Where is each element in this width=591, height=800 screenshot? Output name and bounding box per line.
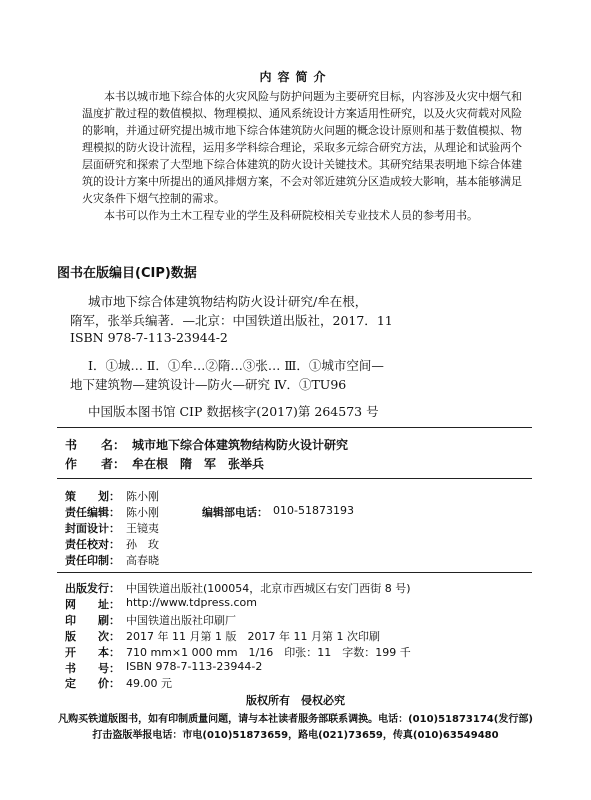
- phone-label: 编辑部电话：: [202, 506, 268, 519]
- proofreader-value: 孙 玫: [126, 538, 159, 551]
- print-supervisor-label: 责任印制：: [65, 554, 120, 567]
- piracy-report-contact: 打击盗版举报电话：市电(010)51873659，路电(021)73659，传真(010)63549480: [92, 730, 499, 741]
- summary-body: [82, 88, 522, 224]
- divider: [57, 478, 532, 479]
- planner-value: 陈小刚: [126, 490, 159, 503]
- planner-label: 策 划：: [65, 490, 120, 503]
- print-supervisor-value: 高春晓: [126, 554, 159, 567]
- cover-designer-label: 封面设计：: [65, 522, 120, 535]
- cip-line: 城市地下综合体建筑物结构防火设计研究/牟在根，: [88, 294, 368, 309]
- edition-value: 2017 年 11 月第 1 版 2017 年 11 月第 1 次印刷: [126, 630, 380, 643]
- service-contact: 凡购买铁道版图书，如有印制质量问题，请与本社读者服务部联系调换。电话：(010)51873174(发行部): [58, 714, 533, 725]
- printer-value: 中国铁道出版社印刷厂: [126, 614, 236, 627]
- cip-line: 地下建筑物—建筑设计—防火—研究 Ⅳ．①TU96: [70, 377, 347, 392]
- printer-label: 印 刷：: [65, 614, 120, 627]
- website-value: http://www.tdpress.com: [126, 596, 257, 609]
- book-title-value: 城市地下综合体建筑物结构防火设计研究: [132, 438, 349, 452]
- summary-paragraph: 本书可以作为土木工程专业的学生及科研院校相关专业技术人员的参考用书。: [104, 209, 478, 222]
- website-label: 网 址：: [65, 598, 120, 611]
- isbn-label: 书 号：: [65, 662, 120, 675]
- publisher-value: 中国铁道出版社(100054，北京市西城区右安门西街 8 号): [126, 582, 411, 595]
- cip-heading: 图书在版编目(CIP)数据: [57, 266, 197, 281]
- phone-value: 010-51873193: [273, 504, 354, 517]
- summary-title: 内容简介: [259, 70, 332, 84]
- book-title-label: 书 名：: [65, 438, 126, 452]
- proofreader-label: 责任校对：: [65, 538, 120, 551]
- divider: [57, 572, 532, 573]
- editor-value: 陈小刚: [126, 506, 159, 519]
- publisher-label: 出版发行：: [65, 582, 120, 595]
- editor-label: 责任编辑：: [65, 506, 120, 519]
- book-author-value: 牟在根 隋 军 张举兵: [132, 457, 265, 471]
- copyright-notice: 版权所有 侵权必究: [246, 694, 345, 707]
- cip-line: 中国版本图书馆 CIP 数据核字(2017)第 264573 号: [88, 404, 379, 419]
- cip-line: ISBN 978-7-113-23944-2: [70, 330, 228, 345]
- format-value: 710 mm×1 000 mm 1/16 印张：11 字数：199 千: [126, 646, 411, 659]
- price-value: 49.00 元: [126, 677, 172, 690]
- cip-line: 隋军，张举兵编著．—北京：中国铁道出版社，2017．11: [70, 313, 393, 328]
- book-author-label: 作 者：: [65, 457, 126, 471]
- cip-line: Ⅰ．①城… Ⅱ．①牟…②隋…③张… Ⅲ．①城市空间—: [88, 358, 384, 373]
- edition-label: 版 次：: [65, 630, 120, 643]
- format-label: 开 本：: [65, 646, 120, 659]
- cover-designer-value: 王镜夷: [126, 522, 159, 535]
- price-label: 定 价：: [65, 677, 120, 690]
- summary-paragraph: 本书以城市地下综合体的火灾风险与防护问题为主要研究目标，内容涉及火灾中烟气和温度扩散过程的数值模拟、物理模拟、通风系统设计方案适用性研究，以及火灾荷载对风险的影响，并通过研究提出城市地下综合体建筑防火问题的概念设计原则和基于数值模拟、物理模拟的防火设计流程，运用多学科综合理论，采取多元综合研究方法，从理论和试验两个层面研究和探索了大型地下综合体建筑的防火设计关键技术。其研究结果表明地下综合体建筑的设计方案中所提出的通风排烟方案，不会对邻近建筑分区造成较大影响，基本能够满足火灾条件下烟气控制的需求。: [82, 90, 522, 205]
- divider: [57, 427, 532, 428]
- isbn-value: ISBN 978-7-113-23944-2: [126, 660, 263, 673]
